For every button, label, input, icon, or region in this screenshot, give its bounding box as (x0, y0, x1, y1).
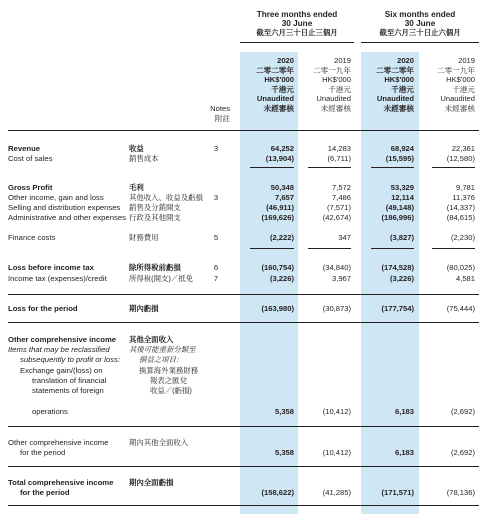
row-income-tax-v4: 4,581 (455, 274, 475, 283)
subtotal-rule-1 (250, 167, 294, 168)
subtotal-rule-2 (308, 167, 351, 168)
subtotal-rule-6 (308, 248, 351, 249)
row-other-income-v2: 7,486 (331, 193, 351, 202)
total-label: Total comprehensive income (8, 478, 114, 487)
row-selling-v2: (7,571) (326, 203, 351, 212)
col-header-3m-2020: 2020 二零二零年 HK$'000 千港元 Unaudited 未經審核 (256, 56, 294, 113)
row-selling-zh: 銷售及分銷開支 (129, 203, 181, 212)
oci-exchange-zh-line1: 換算海外業務財務 (139, 366, 199, 375)
oci-exchange-v3: 6,183 (394, 407, 414, 416)
oci-items-zh-line2: 損益之項目： (139, 355, 184, 364)
oci-exchange-line2: translation of financial (32, 376, 107, 385)
oci-title: Other comprehensive income (8, 335, 117, 344)
six-months-title: Six months ended (384, 10, 456, 19)
oci-exchange-v2: (10,412) (322, 407, 351, 416)
row-loss-period-v2: (30,873) (322, 304, 351, 313)
row-gross-profit-label: Gross Profit (8, 183, 53, 192)
row-loss-before-tax-v4: (80,025) (446, 263, 475, 272)
row-admin-label: Administrative and other expenses (8, 213, 126, 222)
row-admin-v4: (84,615) (446, 213, 475, 222)
row-finance-costs-note: 5 (213, 233, 219, 242)
header-bottom-rule (8, 130, 479, 131)
oci-items-line2: subsequently to profit or loss: (20, 355, 120, 364)
subtotal-rule-4 (432, 167, 475, 168)
notes-header: Notes 附註 (210, 104, 230, 123)
header-six-months (361, 10, 479, 37)
row-revenue-v2: 14,283 (327, 144, 351, 153)
header-rule-3m (240, 42, 354, 43)
row-loss-period-v4: (75,444) (446, 304, 475, 313)
total-v3: (171,571) (381, 488, 414, 497)
oci-period-zh: 期內其他全面收入 (129, 438, 189, 447)
header-three-months (240, 10, 354, 37)
total-v2: (41,285) (322, 488, 351, 497)
row-admin-v2: (42,674) (322, 213, 351, 222)
oci-period-label: Other comprehensive income (8, 438, 109, 447)
oci-period-label-2: for the period (20, 448, 66, 457)
three-months-date: 30 June (281, 19, 313, 28)
row-selling-v4: (14,337) (446, 203, 475, 212)
rule-before-loss-period (8, 294, 479, 295)
oci-period-v4: (2,692) (450, 448, 475, 457)
row-loss-before-tax-note: 6 (213, 263, 219, 272)
subtotal-rule-3 (371, 167, 414, 168)
row-other-income-note: 3 (213, 193, 219, 202)
oci-items-zh-line1: 其後可能重新分類至 (129, 345, 196, 354)
row-other-income-v4: 11,376 (452, 193, 475, 202)
row-revenue-v1: 64,252 (270, 144, 294, 153)
row-other-income-label: Other income, gain and loss (8, 193, 104, 202)
header-rule-6m (361, 42, 479, 43)
row-loss-before-tax-zh: 除所得稅前虧損 (129, 263, 181, 272)
oci-exchange-zh-line3: 收益／(虧損) (150, 386, 192, 395)
row-finance-costs-v2: 347 (338, 233, 351, 242)
three-months-zh: 截至六月三十日止三個月 (256, 28, 338, 37)
row-finance-costs-v1: (2,222) (269, 233, 294, 242)
row-finance-costs-v4: (2,230) (450, 233, 475, 242)
subtotal-rule-8 (432, 248, 475, 249)
row-selling-label: Selling and distribution expenses (8, 203, 121, 212)
col-header-3m-2019: 2019 二零一九年 HK$'000 千港元 Unaudited 未經審核 (313, 56, 351, 113)
col-header-6m-2020: 2020 二零二零年 HK$'000 千港元 Unaudited 未經審核 (376, 56, 414, 113)
three-months-title: Three months ended (256, 10, 338, 19)
row-loss-before-tax-v2: (34,840) (322, 263, 351, 272)
rule-after-loss-period (8, 322, 479, 323)
row-gross-profit-v1: 50,348 (270, 183, 294, 192)
row-loss-period-zh: 期內虧損 (129, 304, 159, 313)
row-gross-profit-zh: 毛利 (129, 183, 144, 192)
subtotal-rule-7 (371, 248, 414, 249)
six-months-zh: 截至六月三十日止六個月 (379, 28, 461, 37)
row-loss-before-tax-v3: (174,528) (381, 263, 414, 272)
oci-period-v3: 6,183 (394, 448, 414, 457)
row-gross-profit-v4: 9,781 (455, 183, 475, 192)
total-zh: 期內全面虧損 (129, 478, 174, 487)
row-revenue-v3: 68,924 (390, 144, 414, 153)
oci-exchange-v1: 5,358 (274, 407, 294, 416)
row-loss-before-tax-label: Loss before income tax (8, 263, 94, 272)
oci-exchange-line3: statements of foreign (32, 386, 104, 395)
row-finance-costs-v3: (3,827) (389, 233, 414, 242)
row-admin-zh: 行政及其他開支 (129, 213, 181, 222)
row-income-tax-zh: 所得稅(開支)／抵免 (129, 274, 194, 283)
row-selling-v1: (46,911) (266, 203, 294, 212)
row-cost-of-sales-v1: (13,904) (265, 154, 294, 163)
oci-title-zh: 其他全面收入 (129, 335, 174, 344)
row-income-tax-v3: (3,226) (389, 274, 414, 283)
oci-period-v1: 5,358 (274, 448, 294, 457)
row-other-income-v3: 12,114 (391, 193, 414, 202)
row-admin-v1: (169,626) (261, 213, 294, 222)
rule-before-total (8, 466, 479, 467)
row-cost-of-sales-v4: (12,580) (446, 154, 475, 163)
row-revenue-label: Revenue (8, 144, 41, 153)
row-loss-period-label: Loss for the period (8, 304, 78, 313)
oci-exchange-line1: Exchange gain/(loss) on (20, 366, 103, 375)
row-cost-of-sales-zh: 銷售成本 (129, 154, 159, 163)
row-revenue-zh: 收益 (129, 144, 144, 153)
row-revenue-v4: 22,361 (451, 144, 475, 153)
row-income-tax-v1: (3,226) (269, 274, 294, 283)
row-loss-period-v3: (177,754) (381, 304, 414, 313)
row-other-income-zh: 其他收入、收益及虧損 (129, 193, 203, 202)
row-gross-profit-v3: 53,329 (390, 183, 414, 192)
row-selling-v3: (49,148) (385, 203, 414, 212)
row-income-tax-note: 7 (213, 274, 219, 283)
six-months-date: 30 June (404, 19, 436, 28)
row-finance-costs-label: Finance costs (8, 233, 56, 242)
row-other-income-v1: 7,657 (274, 193, 294, 202)
row-cost-of-sales-v3: (15,595) (385, 154, 414, 163)
row-revenue-note: 3 (213, 144, 219, 153)
col-header-6m-2019: 2019 二零一九年 HK$'000 千港元 Unaudited 未經審核 (437, 56, 475, 113)
total-v4: (78,136) (446, 488, 475, 497)
rule-before-oci-period (8, 426, 479, 427)
oci-period-v2: (10,412) (322, 448, 351, 457)
total-v1: (158,622) (261, 488, 294, 497)
row-gross-profit-v2: 7,572 (331, 183, 351, 192)
row-income-tax-label: Income tax (expenses)/credit (8, 274, 107, 283)
bottom-rule (8, 505, 479, 506)
row-loss-before-tax-v1: (160,754) (261, 263, 294, 272)
row-cost-of-sales-label: Cost of sales (8, 154, 53, 163)
row-admin-v3: (186,996) (381, 213, 414, 222)
oci-exchange-zh-line2: 報表之匯兌 (150, 376, 187, 385)
row-cost-of-sales-v2: (6,711) (327, 154, 351, 163)
oci-exchange-v4: (2,692) (450, 407, 475, 416)
row-loss-period-v1: (163,980) (261, 304, 294, 313)
subtotal-rule-5 (250, 248, 294, 249)
row-income-tax-v2: 3,967 (331, 274, 351, 283)
row-finance-costs-zh: 財務費用 (129, 233, 159, 242)
oci-items-line1: Items that may be reclassified (8, 345, 110, 354)
total-label-2: for the period (20, 488, 70, 497)
oci-exchange-line4: operations (32, 407, 68, 416)
